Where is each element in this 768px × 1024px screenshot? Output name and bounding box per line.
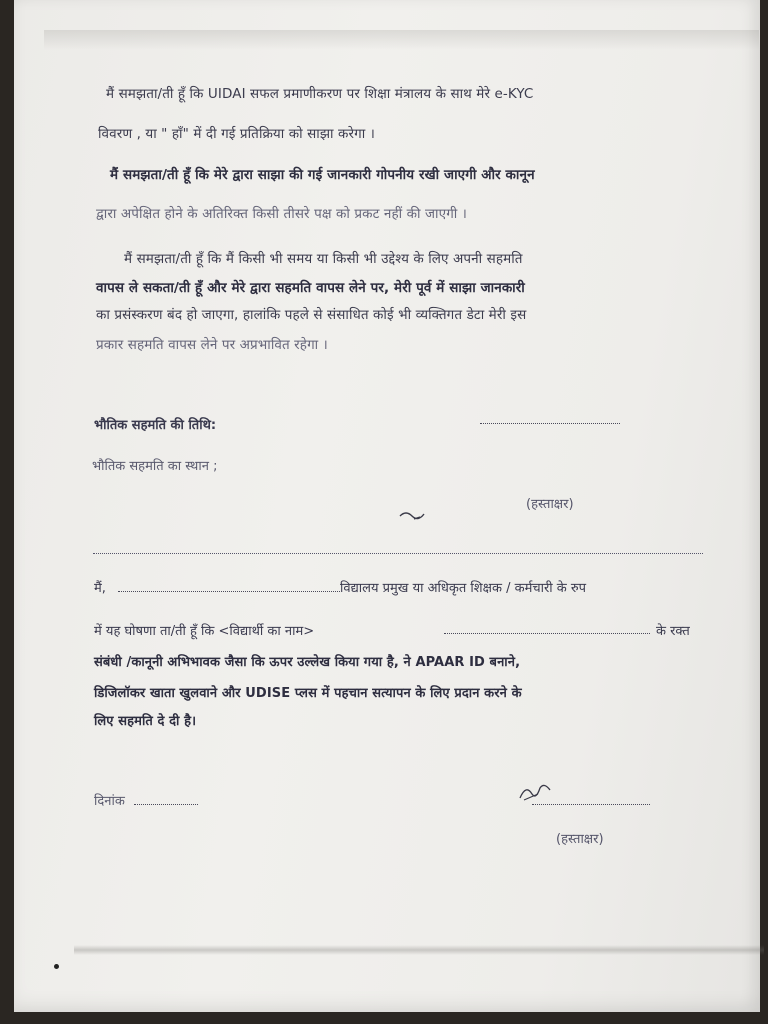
declaration-line4: डिजिलॉकर खाता खुलवाने और UDISE प्लस में पहचान सत्यापन के लिए प्रदान करने के — [94, 686, 522, 701]
date-blank — [134, 804, 198, 805]
declaration-line1-end: विद्यालय प्रमुख या अधिकृत शिक्षक / कर्मचारी के रुप — [340, 581, 587, 596]
signature-label-1: (हस्ताक्षर) — [526, 497, 574, 512]
signature-mark-1 — [398, 508, 428, 522]
para3-line1: मैं समझता/ती हूँ कि मैं किसी भी समय या किसी भी उद्देश्य के लिए अपनी सहमति — [124, 251, 523, 267]
staff-name-blank — [118, 591, 340, 592]
student-name-blank — [444, 633, 650, 634]
declaration-line2-start: में यह घोषणा ता/ती हूँ कि <विद्यार्थी का नाम> — [94, 624, 315, 639]
declaration-line2-end: के रक्त — [656, 624, 690, 639]
para3-line4: प्रकार सहमति वापस लेने पर अप्रभावित रहेगा । — [96, 337, 328, 353]
section-separator — [93, 553, 703, 554]
document-page — [14, 0, 760, 1012]
page-fold-shadow — [44, 30, 759, 50]
consent-place-label: भौतिक सहमति का स्थान ; — [92, 459, 218, 474]
signature-mark-2 — [516, 780, 556, 804]
date-label: दिनांक — [94, 794, 125, 809]
declaration-line3: संबंधी /कानूनी अभिभावक जैसा कि ऊपर उल्लेख किया गया है, ने APAAR ID बनाने, — [94, 655, 521, 670]
para3-line2: वापस ले सकता/ती हूँ और मेरे द्वारा सहमति वापस लेने पर, मेरी पूर्व में साझा जानकारी — [96, 280, 525, 296]
signature-blank-2 — [532, 804, 650, 805]
para2-line2: द्वारा अपेक्षित होने के अतिरिक्त किसी तीसरे पक्ष को प्रकट नहीं की जाएगी । — [96, 206, 468, 222]
consent-date-blank — [480, 423, 620, 424]
signature-label-2: (हस्ताक्षर) — [556, 832, 604, 847]
ink-spot — [54, 964, 59, 969]
page-bottom-shadow — [74, 945, 764, 955]
consent-date-label: भौतिक सहमति की तिथि: — [94, 418, 217, 433]
para3-line3: का प्रसंस्करण बंद हो जाएगा, हालांकि पहले से संसाधित कोई भी व्यक्तिगत डेटा मेरी इस — [96, 307, 527, 323]
declaration-line5: लिए सहमति दे दी है। — [94, 714, 197, 729]
declaration-line1-start: मैं, — [94, 581, 106, 596]
para1-line2: विवरण , या " हाँ" में दी गई प्रतिक्रिया को साझा करेगा । — [98, 126, 375, 142]
para1-line1: मैं समझता/ती हूँ कि UIDAI सफल प्रमाणीकरण पर शिक्षा मंत्रालय के साथ मेरे e-KYC — [106, 86, 534, 102]
para2-line1: मैं समझता/ती हूँ कि मेरे द्वारा साझा की गई जानकारी गोपनीय रखी जाएगी और कानून — [110, 167, 535, 183]
